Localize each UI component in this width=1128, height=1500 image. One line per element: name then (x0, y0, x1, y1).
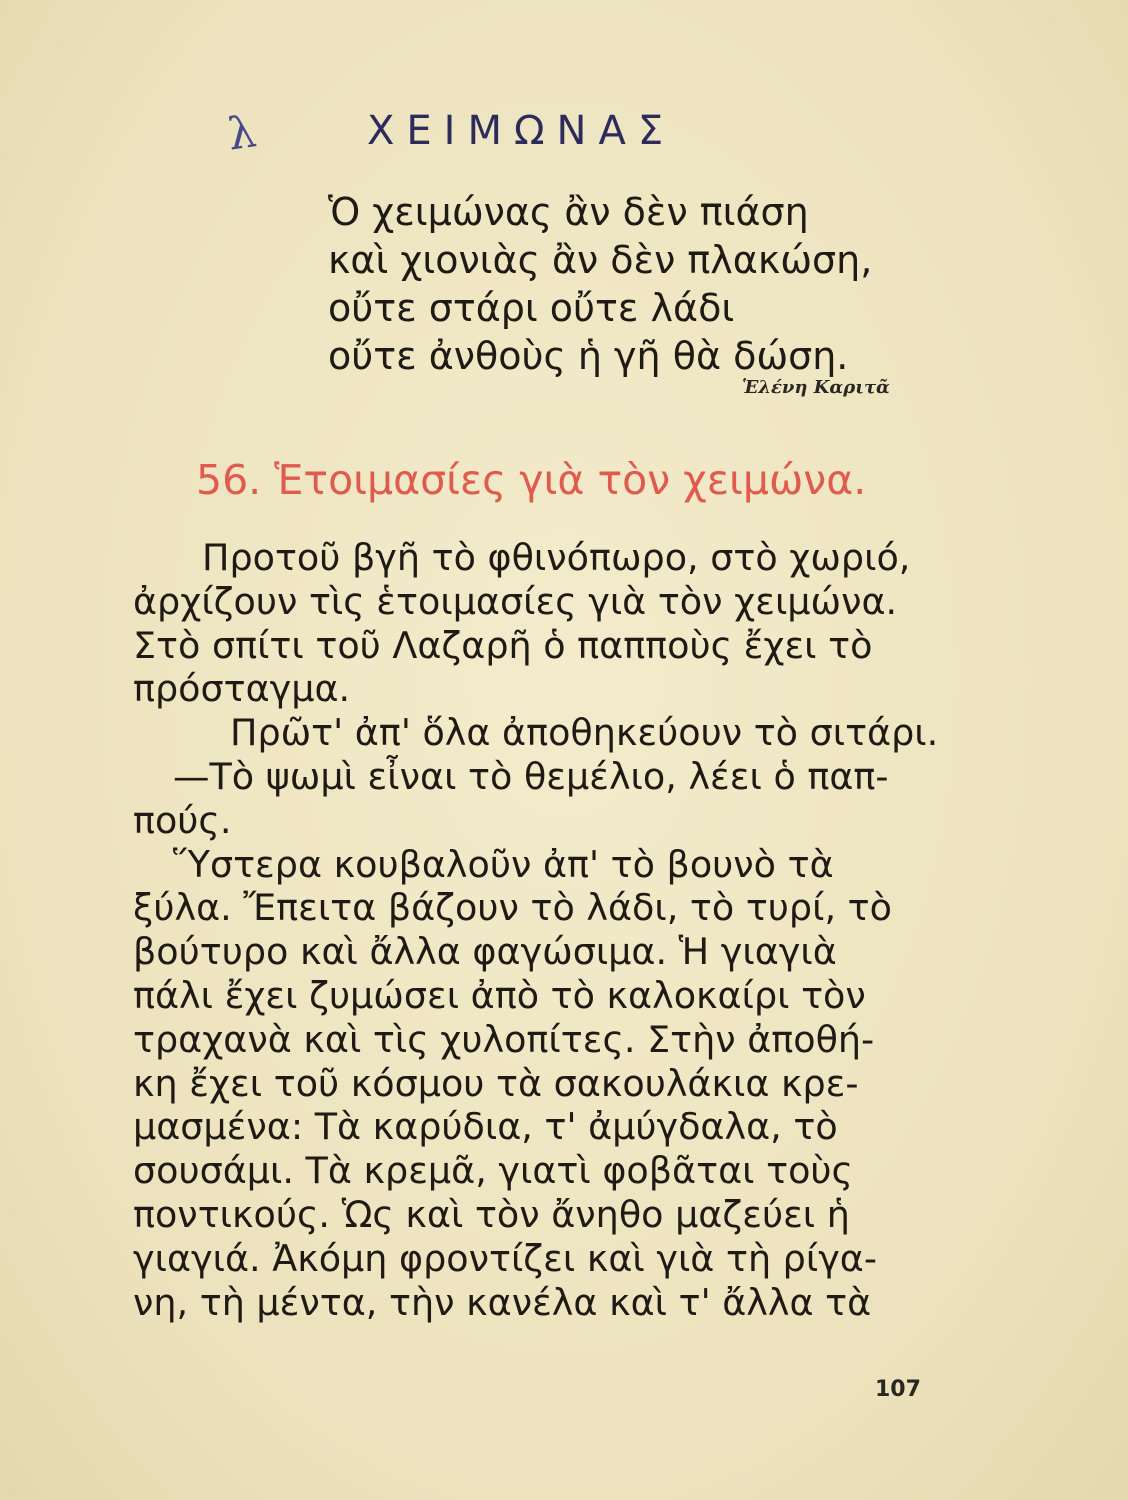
poem-line: Ὁ χειμώνας ἂν δὲν πιάση (328, 190, 809, 234)
body-line: ξύλα. Ἔπειτα βάζουν τὸ λάδι, τὸ τυρί, τὸ (133, 886, 892, 930)
poem-author: Ἑλένη Καριτᾶ (742, 377, 890, 398)
body-line: ἀρχίζουν τὶς ἑτοιμασίες γιὰ τὸν χειμώνα. (133, 579, 898, 623)
body-line: μασμένα: Τὰ καρύδια, τ' ἀμύγδαλα, τὸ (133, 1105, 838, 1149)
body-line: ποντικούς. Ὡς καὶ τὸν ἄνηθο μαζεύει ἡ (133, 1192, 850, 1236)
body-text (133, 536, 953, 1324)
section-title: ΧΕΙΜΩΝΑΣ (367, 108, 676, 154)
poem-line: οὔτε στάρι οὔτε λάδι (328, 286, 735, 330)
body-line: πρόσταγμα. (133, 667, 351, 711)
body-line: τραχανὰ καὶ τὶς χυλοπίτες. Στὴν ἀποθή- (133, 1017, 875, 1061)
body-line: σουσάμι. Τὰ κρεμᾶ, γιατὶ φοβᾶται τοὺς (133, 1149, 853, 1193)
page-number: 107 (875, 1377, 921, 1402)
margin-handwritten-mark: λ (224, 106, 260, 161)
body-line: Ὕστερα κουβαλοῦν ἀπ' τὸ βουνὸ τὰ (173, 842, 834, 886)
poem (328, 188, 928, 380)
body-line: βούτυρο καὶ ἄλλα φαγώσιμα. Ἡ γιαγιὰ (133, 930, 837, 974)
poem-line: καὶ χιονιὰς ἂν δὲν πλακώση, (328, 238, 873, 282)
body-line: πούς. (133, 798, 232, 842)
body-line: κη ἔχει τοῦ κόσμου τὰ σακουλάκια κρε- (133, 1061, 859, 1105)
body-line: γιαγιά. Ἀκόμη φροντίζει καὶ γιὰ τὴ ρίγα- (133, 1236, 878, 1280)
body-line: Προτοῦ βγῆ τὸ φθινόπωρο, στὸ χωριό, (202, 536, 911, 579)
body-line: νη, τὴ μέντα, τὴν κανέλα καὶ τ' ἄλλα τὰ (133, 1280, 872, 1324)
body-line: Στὸ σπίτι τοῦ Λαζαρῆ ὁ παπποὺς ἔχει τὸ (133, 623, 873, 667)
body-line: Πρῶτ' ἀπ' ὅλα ἀποθηκεύουν τὸ σιτάρι. (230, 711, 939, 755)
poem-line: οὔτε ἀνθοὺς ἡ γῆ θὰ δώση. (328, 334, 849, 378)
body-line: πάλι ἔχει ζυμώσει ἀπὸ τὸ καλοκαίρι τὸν (133, 973, 866, 1017)
lesson-title: 56. Ἑτοιμασίες γιὰ τὸν χειμώνα. (196, 456, 867, 504)
body-line: —Τὸ ψωμὶ εἶναι τὸ θεμέλιο, λέει ὁ παπ- (173, 754, 889, 798)
